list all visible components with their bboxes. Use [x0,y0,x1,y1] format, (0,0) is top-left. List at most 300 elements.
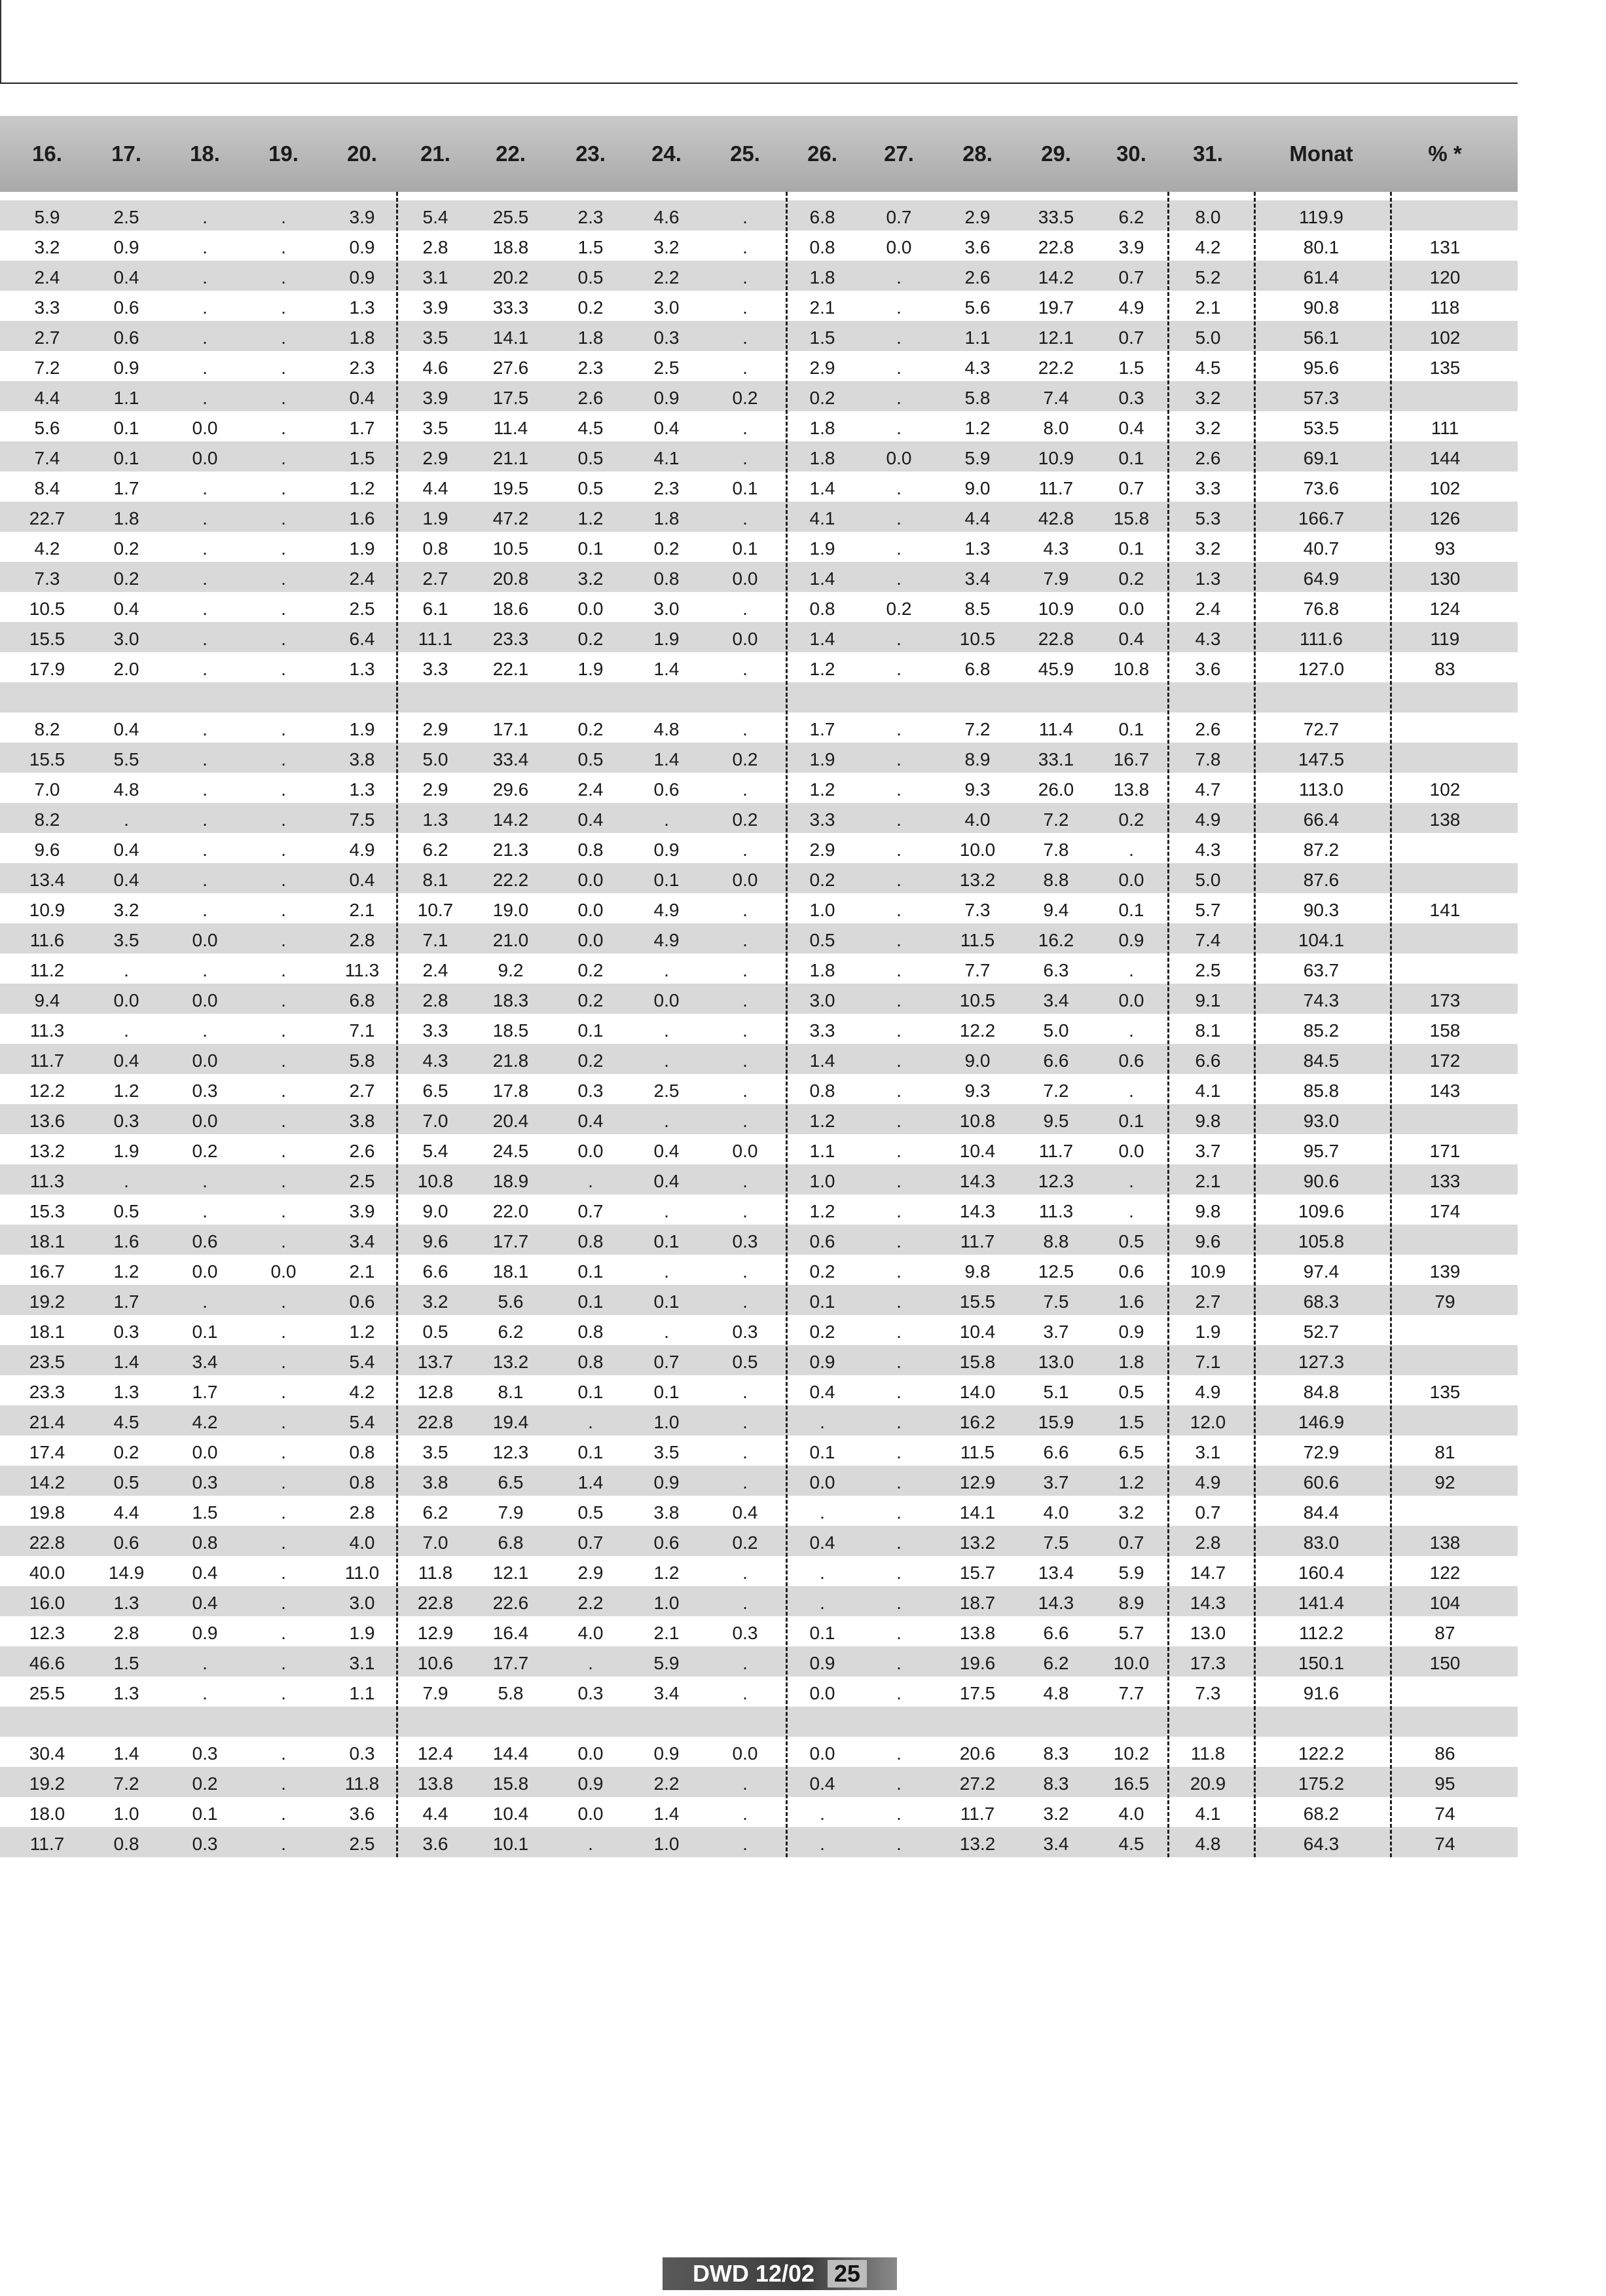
table-cell: . [896,1352,902,1372]
table-cell: 2.7 [34,327,60,348]
table-cell: 7.0 [34,779,60,800]
table-cell: 22.7 [29,508,65,528]
table-cell: 11.8 [418,1563,453,1583]
table-cell: 22.8 [1038,237,1074,257]
table-cell: 105.8 [1298,1231,1345,1251]
table-cell: . [202,1201,208,1221]
table-cell: 3.1 [1195,1442,1221,1462]
table-cell: 22.0 [492,1201,529,1221]
table-cell: 171 [1429,1141,1461,1161]
table-row [0,1194,1518,1225]
table-cell: 5.0 [1195,870,1221,890]
table-cell: . [281,267,286,287]
table-cell: . [742,1834,748,1854]
table-cell: 16.2 [959,1412,996,1432]
table-cell: 3.0 [349,1593,375,1613]
table-cell: 111 [1431,418,1459,438]
table-cell: 0.8 [349,1472,375,1492]
table-cell: 0.8 [809,237,835,257]
table-cell: . [281,1502,286,1523]
table-cell: 0.6 [113,297,139,318]
table-cell: 1.2 [113,1261,139,1282]
table-row [0,1074,1518,1104]
table-cell: 0.8 [809,1081,835,1101]
table-cell: 10.4 [959,1322,996,1342]
table-row [0,713,1518,743]
table-cell: 13.8 [959,1623,996,1643]
table-cell: 2.5 [349,1171,375,1191]
table-cell: 1.8 [653,508,680,528]
table-cell: . [742,448,748,468]
table-cell: 40.0 [29,1563,65,1583]
table-cell: . [742,1804,748,1824]
table-cell: 1.5 [1118,358,1144,378]
table-cell: 0.8 [192,1532,218,1553]
table-cell: 7.4 [1195,930,1221,950]
table-cell: . [896,478,902,498]
table-cell: 2.2 [653,267,680,287]
table-cell: 133 [1429,1171,1461,1191]
table-row [0,351,1518,381]
table-cell: 6.5 [1118,1442,1144,1462]
table-cell: 72.9 [1303,1442,1340,1462]
table-cell: 3.3 [809,809,835,830]
table-cell: . [820,1412,825,1432]
table-cell: . [202,599,208,619]
table-cell: . [281,1050,286,1071]
table-cell: 2.3 [577,358,604,378]
table-cell: 17.5 [959,1683,996,1703]
table-cell: 4.9 [349,840,375,860]
table-cell: 6.6 [422,1261,448,1282]
table-cell: 0.0 [192,1111,218,1131]
table-cell: 3.1 [422,267,448,287]
table-cell: 95 [1434,1773,1455,1794]
table-cell: 24.5 [492,1141,529,1161]
table-cell: 0.7 [653,1352,680,1372]
table-cell: . [281,1804,286,1824]
table-cell: 11.5 [960,930,995,950]
table-cell: . [742,237,748,257]
table-cell: 1.0 [809,900,835,920]
table-cell: 0.0 [809,1683,835,1703]
table-cell: 14.3 [959,1171,996,1191]
table-cell: 84.4 [1303,1502,1340,1523]
table-cell: 1.8 [349,327,375,348]
table-cell: 1.9 [422,508,448,528]
table-cell: 11.3 [1038,1201,1074,1221]
table-cell: 15.5 [29,629,65,649]
table-cell: 5.2 [1195,267,1221,287]
table-row [0,954,1518,984]
table-cell: . [202,840,208,860]
table-cell: . [664,1111,669,1131]
table-cell: 2.4 [34,267,60,287]
table-cell: 3.0 [653,297,680,318]
table-cell: . [742,1412,748,1432]
table-cell: 5.8 [498,1683,524,1703]
table-cell: 0.4 [732,1502,758,1523]
table-cell: 19.6 [959,1653,996,1673]
table-cell: 10.7 [417,900,454,920]
table-cell: 4.2 [349,1382,375,1402]
table-cell: 19.7 [1038,297,1074,318]
table-cell: 4.4 [422,478,448,498]
table-cell: . [742,659,748,679]
table-cell: 0.7 [1195,1502,1221,1523]
table-cell: 0.1 [577,1261,604,1282]
table-cell: 4.9 [653,930,680,950]
table-cell: 4.6 [422,358,448,378]
table-cell: 13.2 [959,870,996,890]
table-cell: 0.5 [422,1322,448,1342]
table-cell: 0.2 [577,990,604,1010]
table-cell: 4.0 [1043,1502,1069,1523]
table-cell: 0.9 [653,388,680,408]
table-cell: . [742,418,748,438]
table-cell: 3.3 [1195,478,1221,498]
table-cell: 2.4 [422,960,448,980]
table-cell: 9.0 [964,478,991,498]
table-cell: 46.6 [29,1653,65,1673]
table-cell: 14.7 [1190,1563,1226,1583]
table-cell: 1.8 [809,448,835,468]
table-cell: 6.2 [1118,207,1144,227]
table-cell: . [281,930,286,950]
table-cell: 1.0 [113,1804,139,1824]
table-cell: 15.9 [1038,1412,1074,1432]
table-cell: 87.2 [1303,840,1340,860]
table-cell: 2.5 [1195,960,1221,980]
table-cell: . [1129,960,1134,980]
table-cell: 0.1 [192,1804,218,1824]
table-cell: . [202,358,208,378]
table-cell: 126 [1429,508,1461,528]
table-cell: 7.0 [422,1532,448,1553]
table-cell: 5.5 [113,749,139,769]
table-cell: 8.0 [1043,418,1069,438]
table-cell: 1.2 [964,418,991,438]
table-cell: 0.3 [192,1743,218,1764]
table-cell: . [896,1593,902,1613]
table-cell: 7.2 [964,719,991,739]
table-cell: 0.1 [809,1623,835,1643]
table-cell: 0.6 [1118,1050,1144,1071]
table-cell: 0.2 [113,568,139,589]
table-cell: 8.9 [1118,1593,1144,1613]
table-cell: 9.8 [1195,1201,1221,1221]
table-cell: 3.8 [349,749,375,769]
table-cell: 8.1 [1195,1020,1221,1041]
table-cell: 1.0 [653,1412,680,1432]
table-cell: 6.2 [422,1502,448,1523]
table-cell: 4.9 [653,900,680,920]
table-cell: 2.8 [422,237,448,257]
table-cell: . [896,1653,902,1673]
table-cell: . [896,990,902,1010]
table-cell: . [896,1141,902,1161]
table-cell: . [281,1382,286,1402]
table-cell: 109.6 [1298,1201,1345,1221]
table-cell: 0.1 [1118,538,1144,559]
table-cell: 15.8 [1113,508,1150,528]
table-cell: 12.3 [29,1623,65,1643]
table-cell: 12.9 [417,1623,454,1643]
table-cell: . [896,1532,902,1553]
table-cell: . [124,1020,129,1041]
table-cell: 2.2 [577,1593,604,1613]
table-cell: . [202,1683,208,1703]
table-cell: . [896,1382,902,1402]
table-cell: . [896,719,902,739]
table-cell: 6.5 [498,1472,524,1492]
table-cell: 0.2 [732,749,758,769]
table-cell: . [281,568,286,589]
table-cell: 5.6 [498,1291,524,1312]
table-cell: 2.1 [653,1623,680,1643]
table-cell: 0.1 [1118,448,1144,468]
table-cell: 120 [1429,267,1461,287]
table-cell: 17.1 [492,719,529,739]
table-cell: 2.8 [1195,1532,1221,1553]
table-cell: . [742,1050,748,1071]
table-cell: . [896,1472,902,1492]
table-cell: 19.2 [29,1291,65,1312]
table-cell: 124 [1429,599,1461,619]
table-row [0,803,1518,833]
table-cell: 80.1 [1303,237,1340,257]
table-cell: 15.8 [492,1773,529,1794]
table-cell: 25.5 [492,207,529,227]
table-cell: 130 [1429,568,1461,589]
table-cell: . [742,1081,748,1101]
table-cell: 95.7 [1303,1141,1340,1161]
table-cell: 0.3 [192,1081,218,1101]
table-cell: 2.7 [349,1081,375,1101]
table-cell: 11.5 [960,1442,995,1462]
table-cell: 4.4 [34,388,60,408]
table-cell: . [664,1261,669,1282]
table-cell: . [896,870,902,890]
table-cell: 1.2 [349,478,375,498]
table-cell: 2.6 [1195,448,1221,468]
table-row [0,923,1518,954]
table-cell: 1.6 [349,508,375,528]
table-cell: 8.1 [422,870,448,890]
table-cell: 0.3 [732,1623,758,1643]
table-cell: 8.4 [34,478,60,498]
table-cell: 22.2 [492,870,529,890]
table-cell: 4.3 [964,358,991,378]
table-cell: 0.2 [577,629,604,649]
table-row [0,1255,1518,1285]
table-cell: 8.0 [1195,207,1221,227]
table-cell: . [896,1201,902,1221]
table-cell: 2.6 [577,388,604,408]
table-cell: 1.4 [809,568,835,589]
table-cell: 0.5 [1118,1382,1144,1402]
table-cell: 0.0 [886,448,912,468]
table-cell: 1.9 [577,659,604,679]
table-cell: 64.3 [1303,1834,1340,1854]
table-cell: . [896,1502,902,1523]
table-cell: 12.1 [1038,327,1074,348]
table-cell: 7.2 [1043,809,1069,830]
table-cell: 40.7 [1303,538,1340,559]
table-cell: 11.0 [344,1563,380,1583]
table-cell: 1.8 [809,267,835,287]
table-row [0,1556,1518,1586]
table-cell: 3.5 [422,327,448,348]
table-cell: 16.5 [1113,1773,1150,1794]
table-cell: 85.8 [1303,1081,1340,1101]
table-cell: 0.1 [1118,1111,1144,1131]
table-cell: 0.0 [192,448,218,468]
table-cell: . [664,1050,669,1071]
table-cell: 53.5 [1303,418,1340,438]
table-cell: 2.5 [349,1834,375,1854]
table-cell: 0.5 [113,1201,139,1221]
table-cell: 1.7 [192,1382,218,1402]
table-cell: . [820,1563,825,1583]
left-border-line [0,0,1,84]
table-cell: 0.5 [113,1472,139,1492]
table-cell: . [202,508,208,528]
table-cell: 11.7 [1038,1141,1074,1161]
table-row [0,1345,1518,1375]
table-cell: 3.4 [1043,990,1069,1010]
table-cell: 2.9 [422,719,448,739]
table-cell: 21.8 [492,1050,529,1071]
table-cell: 1.2 [653,1563,680,1583]
table-cell: 10.4 [492,1804,529,1824]
table-cell: 127.3 [1298,1352,1345,1372]
table-cell: 74 [1434,1834,1455,1854]
table-cell: . [202,237,208,257]
table-cell: . [202,1020,208,1041]
table-row [0,1646,1518,1676]
table-cell: 3.8 [653,1502,680,1523]
table-cell: 57.3 [1303,388,1340,408]
table-cell: . [896,568,902,589]
table-cell: 2.9 [809,840,835,860]
table-cell: 0.2 [809,1261,835,1282]
table-cell: . [896,809,902,830]
table-cell: 144 [1429,448,1461,468]
table-cell: 1.4 [653,749,680,769]
table-cell: 1.3 [349,779,375,800]
table-cell: . [742,1472,748,1492]
table-cell: 22.8 [417,1412,454,1432]
table-cell: . [281,237,286,257]
table-cell: 11.8 [344,1773,380,1794]
table-cell: 9.2 [498,960,524,980]
table-cell: 0.4 [653,1141,680,1161]
table-cell: 141.4 [1298,1593,1345,1613]
table-cell: 18.1 [29,1231,65,1251]
table-cell: 7.7 [1118,1683,1144,1703]
table-cell: 4.7 [1195,779,1221,800]
table-cell: 0.6 [1118,1261,1144,1282]
table-cell: 0.9 [113,358,139,378]
table-cell: 16.4 [492,1623,529,1643]
column-separator [1254,192,1256,1857]
table-cell: 5.8 [349,1050,375,1071]
table-cell: . [896,508,902,528]
column-header: 16. [32,141,62,166]
table-cell: 1.2 [113,1081,139,1101]
table-cell: 0.9 [577,1773,604,1794]
table-cell: 138 [1429,1532,1461,1553]
table-cell: 12.3 [492,1442,529,1462]
table-cell: . [742,1593,748,1613]
table-cell: 29.6 [492,779,529,800]
table-cell: . [281,629,286,649]
table-cell: 74.3 [1303,990,1340,1010]
table-cell: 0.0 [1118,599,1144,619]
table-cell: 4.5 [577,418,604,438]
table-cell: . [124,960,129,980]
table-cell: 25.5 [29,1683,65,1703]
table-cell: 21.4 [29,1412,65,1432]
table-cell: 0.0 [1118,990,1144,1010]
table-cell: 1.3 [113,1593,139,1613]
table-cell: . [820,1593,825,1613]
table-cell: 90.8 [1303,297,1340,318]
table-cell: 60.6 [1303,1472,1340,1492]
table-cell: 17.9 [29,659,65,679]
table-cell: 1.9 [1195,1322,1221,1342]
table-cell: 1.2 [809,1201,835,1221]
table-cell: . [281,538,286,559]
table-cell: 0.8 [577,1352,604,1372]
table-cell: 16.0 [29,1593,65,1613]
table-cell: 15.5 [29,749,65,769]
table-cell: . [281,1593,286,1613]
table-cell: 1.4 [809,478,835,498]
table-cell: . [202,1171,208,1191]
table-cell: 0.4 [349,388,375,408]
table-cell: 86 [1434,1743,1455,1764]
table-cell: 22.8 [417,1593,454,1613]
table-cell: 0.1 [809,1291,835,1312]
table-cell: . [896,388,902,408]
table-cell: 11.6 [29,930,65,950]
table-cell: 7.2 [1043,1081,1069,1101]
table-cell: 17.4 [29,1442,65,1462]
table-cell: 3.4 [192,1352,218,1372]
table-cell: 0.5 [577,1502,604,1523]
table-cell: 30.4 [29,1743,65,1764]
table-cell: 90.3 [1303,900,1340,920]
table-cell: . [281,207,286,227]
table-cell: 3.5 [113,930,139,950]
table-cell: 72.7 [1303,719,1340,739]
table-cell: 1.4 [113,1352,139,1372]
table-cell: 160.4 [1298,1563,1345,1583]
table-cell: 0.0 [192,418,218,438]
table-cell: 0.6 [113,1532,139,1553]
table-cell: 4.0 [964,809,991,830]
table-row [0,261,1518,291]
table-cell: 3.2 [577,568,604,589]
table-cell: 0.6 [113,327,139,348]
table-cell: . [896,358,902,378]
table-cell: 9.1 [1195,990,1221,1010]
table-cell: 3.2 [1195,538,1221,559]
table-cell: 10.2 [1113,1743,1150,1764]
table-cell: 0.2 [732,809,758,830]
